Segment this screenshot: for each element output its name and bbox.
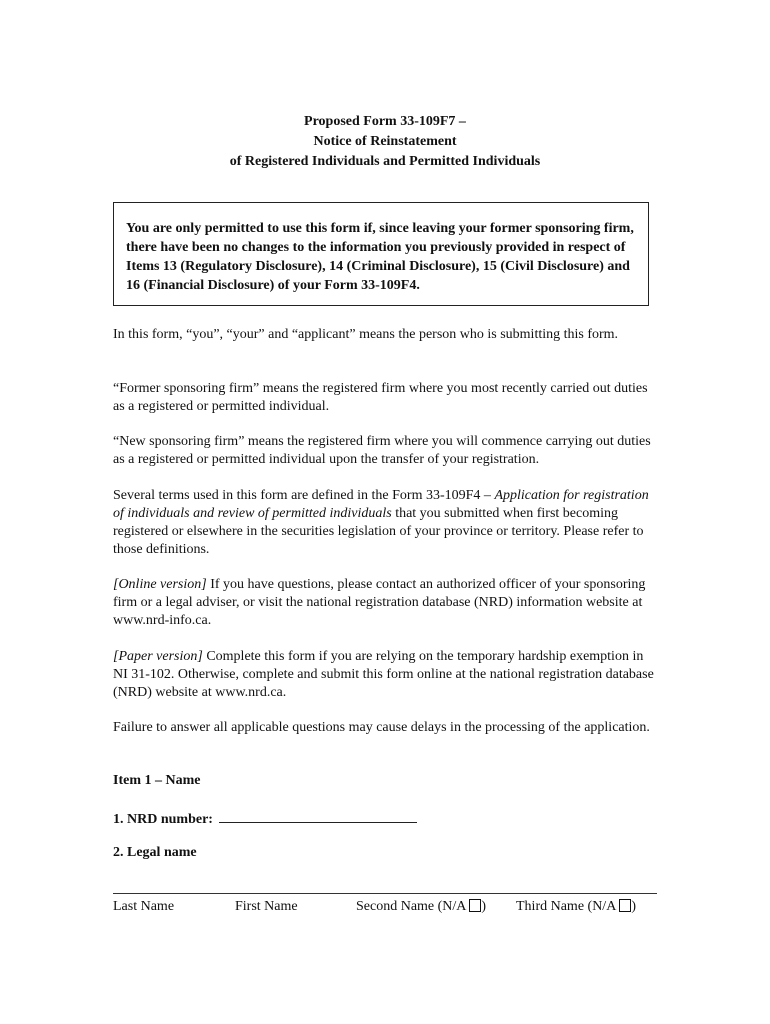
definition-former-firm-paragraph: [113, 380, 658, 416]
form-reference-title: Application for registration of individuals and review of permitted individuals: [113, 488, 649, 521]
third-name-label: Third Name (N/A: [516, 899, 617, 914]
third-name-na-checkbox[interactable]: [619, 899, 631, 912]
failure-warning-paragraph: [113, 719, 658, 737]
second-name-label: Second Name (N/A: [356, 899, 467, 914]
definition-new-firm-text: “New sponsoring firm” means the registered firm where you will commence carrying out duties as a registered or permitted individual upon the transfer of your registration.: [113, 434, 651, 467]
terms-text-start: Several terms used in this form are defined in the Form 33-109F4 –: [113, 488, 495, 503]
third-name-column: [516, 898, 636, 916]
terms-paragraph: [113, 487, 658, 559]
title-line-1: Proposed Form 33-109F7 –: [304, 114, 466, 129]
last-name-label: Last Name: [113, 899, 175, 914]
online-version-paragraph: [113, 576, 658, 630]
title-line-3: of Registered Individuals and Permitted Individuals: [229, 154, 541, 169]
failure-warning-text: Failure to answer all applicable questions may cause delays in the processing of the application.: [113, 720, 650, 735]
title-line-2: Notice of Reinstatement: [313, 134, 457, 149]
eligibility-notice-text: You are only permitted to use this form if, since leaving your former sponsoring firm, there have been no changes to the information you previously provided in respect of Items 13 (Regulatory Disclosure), 14 (Criminal Disclosure), 15 (Civil Disclosure) and 16 (Financial Disclosure) of your Form 33-109F4.: [126, 221, 634, 293]
terms-text-end: that you submitted when first becoming registered or elsewhere in the securities legislation of your province or territory. Please refer to those definitions.: [113, 506, 644, 557]
second-name-close-paren: ): [481, 899, 487, 914]
first-name-label: First Name: [235, 899, 298, 914]
legal-name-entry-line[interactable]: [113, 893, 657, 894]
online-version-tag: [Online version]: [113, 577, 207, 592]
paper-version-text: Complete this form if you are relying on the temporary hardship exemption in NI 31-102. Otherwise, complete and submit this form online at the national registration database (NRD) website at www.nrd.ca.: [113, 649, 654, 700]
online-version-text: If you have questions, please contact an authorized officer of your sponsoring firm or a legal adviser, or visit the national registration database (NRD) information website at www.nrd-info.ca.: [113, 577, 646, 628]
nrd-number-row: [113, 808, 417, 829]
paper-version-paragraph: [113, 648, 658, 702]
definition-you-paragraph: [113, 326, 658, 344]
second-name-column: [356, 898, 486, 916]
paper-version-tag: [Paper version]: [113, 649, 203, 664]
definition-former-firm-text: “Former sponsoring firm” means the registered firm where you most recently carried out duties as a registered or permitted individual.: [113, 381, 648, 414]
definition-new-firm-paragraph: [113, 433, 658, 469]
definition-you-text: In this form, “you”, “your” and “applicant” means the person who is submitting this form.: [113, 327, 619, 342]
legal-name-label: 2. Legal name: [113, 845, 197, 860]
third-name-close-paren: ): [631, 899, 636, 914]
nrd-number-label: 1. NRD number:: [113, 812, 213, 827]
form-title: [0, 112, 770, 172]
second-name-na-checkbox[interactable]: [469, 899, 481, 912]
eligibility-notice-box: [113, 202, 649, 306]
item-1-heading: Item 1 – Name: [113, 773, 201, 788]
nrd-number-field[interactable]: [219, 808, 417, 823]
